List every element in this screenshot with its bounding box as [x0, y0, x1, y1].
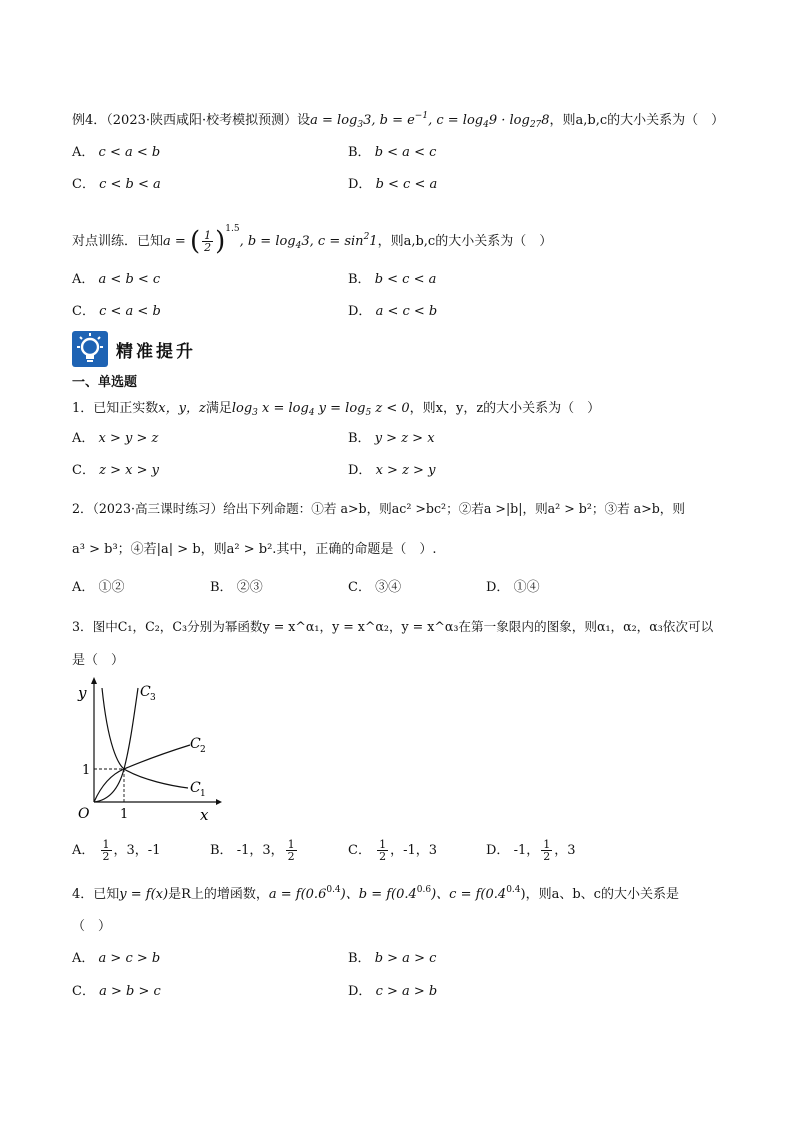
option-c[interactable]: C． c < a < b — [72, 304, 161, 319]
section-title: 精准提升 — [116, 341, 196, 362]
option-b[interactable]: B． y > z > x — [348, 431, 435, 446]
option-d[interactable]: D． x > z > y — [348, 463, 436, 478]
c2-sub: 2 — [200, 745, 206, 755]
q4-stem-line2: （ ） — [72, 919, 112, 934]
option-c[interactable]: C． z > x > y — [72, 463, 159, 478]
curve-c3 — [94, 688, 138, 802]
x-axis-arrow — [216, 799, 222, 805]
x-one-label: 1 — [120, 807, 129, 822]
q3-stem-line1: 3．图中C₁，C₂，C₃分别为幂函数y = x^α₁，y = x^α₂，y = x^α₃在第一象限内的图象，则α₁，α₂，α₃依次可以 — [72, 619, 714, 634]
option-a[interactable]: A． a < b < c — [72, 272, 161, 287]
c3-label: C — [140, 684, 151, 700]
option-d[interactable]: D． -1， $\frac{1}{2}$ ，3 — [486, 838, 576, 863]
y-axis-arrow — [91, 677, 97, 684]
option-b[interactable]: B． ②③ — [210, 580, 263, 595]
subsection-title: 一、单选题 — [72, 375, 138, 390]
option-a[interactable]: A． c < a < b — [72, 145, 161, 160]
c3-sub: 3 — [150, 693, 156, 703]
power-function-graph — [72, 676, 222, 826]
q4-stem-line1: 4．已知y = f(x)是R上的增函数，$a = f(0.6^{0.4})$、$b = f(0.4^{0.6})$、$c = f(0.4^{0.4})$，则a、b、c的大小关系是 — [72, 885, 679, 902]
option-a[interactable]: A． x > y > z — [72, 431, 159, 446]
option-c[interactable]: C． a > b > c — [72, 984, 161, 999]
option-d[interactable]: D． ①④ — [486, 580, 540, 595]
lightbulb-icon — [72, 331, 108, 367]
option-c[interactable]: C． $\frac{1}{2}$ ，-1，3 — [348, 838, 438, 863]
curve-c2 — [94, 745, 190, 802]
option-d[interactable]: D． a < c < b — [348, 304, 438, 319]
q2-stem-line1: 2．（2023·高三课时练习）给出下列命题：①若 a>b，则ac² >bc²；②若a >|b|，则a² > b²；③若 a>b，则 — [72, 501, 685, 516]
origin-label: O — [78, 806, 90, 822]
option-d[interactable]: D． c > a > b — [348, 984, 438, 999]
section-header — [72, 330, 196, 368]
q3-stem-line2: 是（ ） — [72, 653, 125, 668]
c1-label: C — [190, 780, 201, 796]
c2-label: C — [190, 736, 201, 752]
option-d[interactable]: D． b < c < a — [348, 177, 438, 192]
example4-stem: 例4．（2023·陕西咸阳·校考模拟预测）设$a = \log_33$, $b = e^{-1}$, $c = \log_49 \cdot \log_{27}8$，则a,b,c的大小关系为（ ） — [72, 111, 725, 130]
q2-stem-line2: a³ > b³；④若|a| > b，则a² > b².其中，正确的命题是（ ）. — [72, 542, 437, 557]
curve-c1 — [102, 688, 188, 788]
option-b[interactable]: B． b > a > c — [348, 951, 437, 966]
c1-sub: 1 — [200, 789, 206, 799]
graph-svg — [72, 676, 222, 826]
y-one-label: 1 — [82, 763, 91, 778]
option-a[interactable]: A． $\frac{1}{2}$ ，3，-1 — [72, 838, 161, 863]
x-label: x — [200, 806, 209, 824]
option-b[interactable]: B． b < a < c — [348, 145, 437, 160]
option-a[interactable]: A． ①② — [72, 580, 125, 595]
option-b[interactable]: B． b < c < a — [348, 272, 437, 287]
option-b[interactable]: B． -1，3， $\frac{1}{2}$ — [210, 838, 295, 863]
drill-stem: 对点训练．已知a = ( $\frac{1}{2}$ )$^{1.5}$, $b = \log_43$, $c = \sin^21$，则a,b,c的大小关系为（ ） — [72, 224, 553, 257]
q1-stem: 1．已知正实数x，y，z满足$\log_3 x = \log_4 y = \log_5 z < 0$，则x，y，z的大小关系为（ ） — [72, 401, 601, 418]
option-c[interactable]: C． c < b < a — [72, 177, 161, 192]
y-label: y — [78, 684, 87, 702]
option-a[interactable]: A． a > c > b — [72, 951, 161, 966]
option-c[interactable]: C． ③④ — [348, 580, 402, 595]
